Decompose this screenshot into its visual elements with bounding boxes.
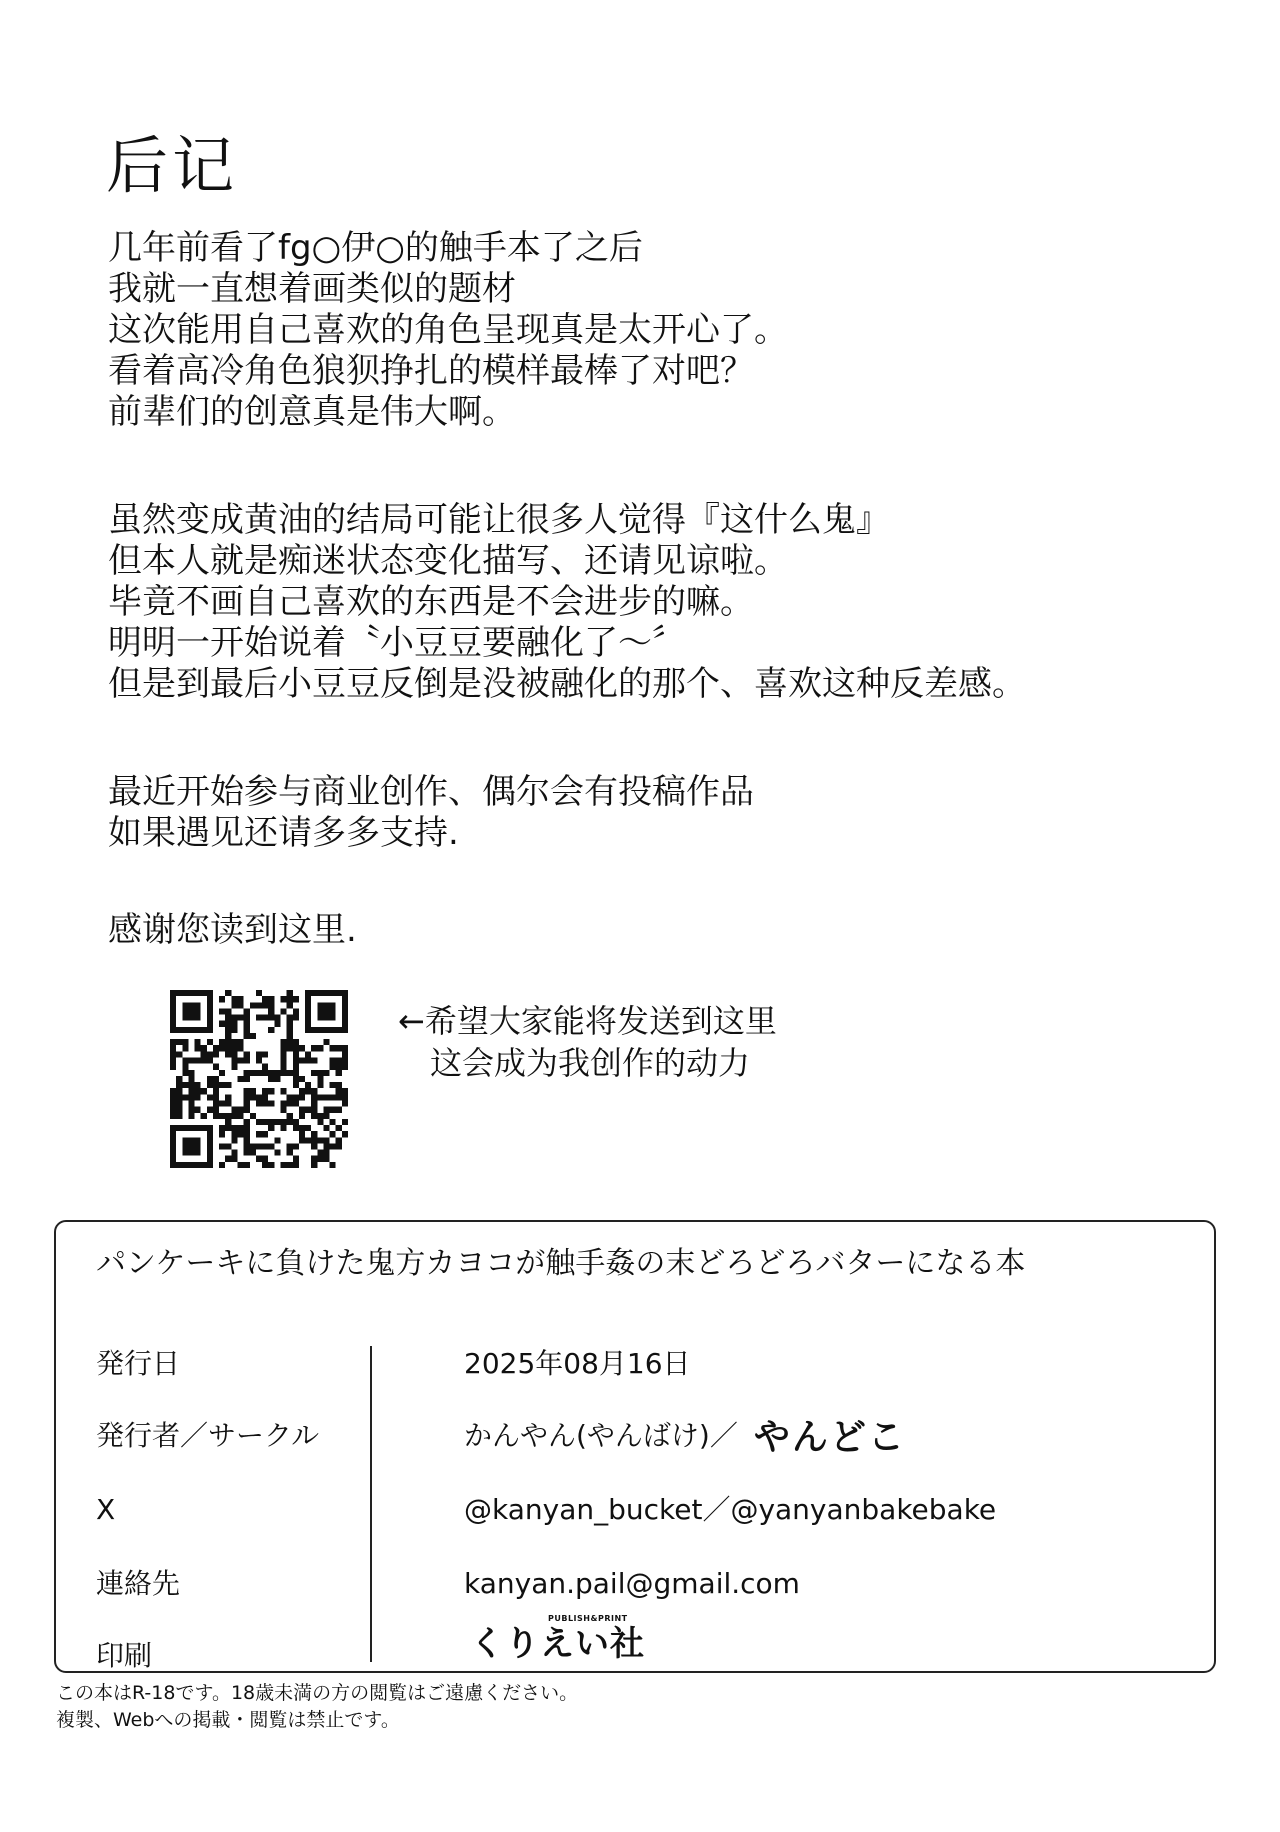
publisher-value [464,1416,906,1458]
text-line: 虽然变成黄油的结局可能让很多人觉得『这什么鬼』 [108,500,890,540]
colophon-box [54,1220,1216,1673]
printer-logo-tagline: PUBLISH&PRINT [548,1614,628,1623]
text-line: 前辈们的创意真是伟大啊。 [108,392,516,432]
qr-code-icon[interactable] [170,990,348,1168]
text-line: 这次能用自己喜欢的角色呈现真是太开心了。 [108,310,788,350]
qr-note-line: ←希望大家能将发送到这里 [398,1002,777,1040]
text-line: 感谢您读到这里. [108,910,357,950]
text-line: 看着高冷角色狼狈挣扎的模样最棒了对吧？ [108,351,754,391]
text-line: 最近开始参与商业创作、偶尔会有投稿作品 [108,772,754,812]
publish-date-value: 2025年08月16日 [464,1347,691,1380]
contact-label: 連絡先 [96,1567,181,1600]
afterword-paragraph-1 [108,228,788,433]
afterword-paragraph-3 [108,772,754,854]
circle-logo: やんどこ [753,1417,906,1458]
publish-date-label: 発行日 [96,1347,181,1380]
afterword-paragraph-4 [108,910,357,951]
book-title: パンケーキに負けた鬼方カヨコが触手姦の末どろどろバターになる本 [96,1246,1026,1281]
text-line: 明明一开始说着〝小豆豆要融化了〜〞 [108,623,686,663]
footer-line: 複製、Webへの掲載・閲覧は禁止です。 [56,1709,400,1731]
printer-logo-text: くりえい社 [470,1624,645,1664]
x-account-value[interactable]: @kanyan_bucket／@yanyanbakebake [464,1493,997,1526]
afterword-paragraph-2 [108,500,1026,705]
text-line: 几年前看了fg○伊○的触手本了之后 [108,228,643,268]
colophon-divider [370,1346,372,1662]
contact-email[interactable]: kanyan.pail@gmail.com [464,1567,800,1600]
qr-note [398,1000,777,1084]
publisher-name: かんやん(やんばけ)／ [464,1419,738,1452]
publisher-label: 発行者／サークル [96,1419,320,1452]
qr-note-line: 这会成为我创作的动力 [430,1044,751,1082]
footer-notice [56,1680,578,1734]
text-line: 毕竟不画自己喜欢的东西是不会进步的嘛。 [108,582,754,622]
text-line: 如果遇见还请多多支持. [108,813,459,853]
footer-line: この本はR-18です。18歳未満の方の閲覧はご遠慮ください。 [56,1682,579,1704]
printer-label: 印刷 [96,1639,153,1672]
printer-logo [470,1614,645,1664]
x-account-label: X [96,1493,116,1526]
text-line: 但本人就是痴迷状态变化描写、还请见谅啦。 [108,541,788,581]
text-line: 但是到最后小豆豆反倒是没被融化的那个、喜欢这种反差感。 [108,664,1026,704]
text-line: 我就一直想着画类似的题材 [108,269,516,309]
afterword-title: 后记 [106,129,239,202]
